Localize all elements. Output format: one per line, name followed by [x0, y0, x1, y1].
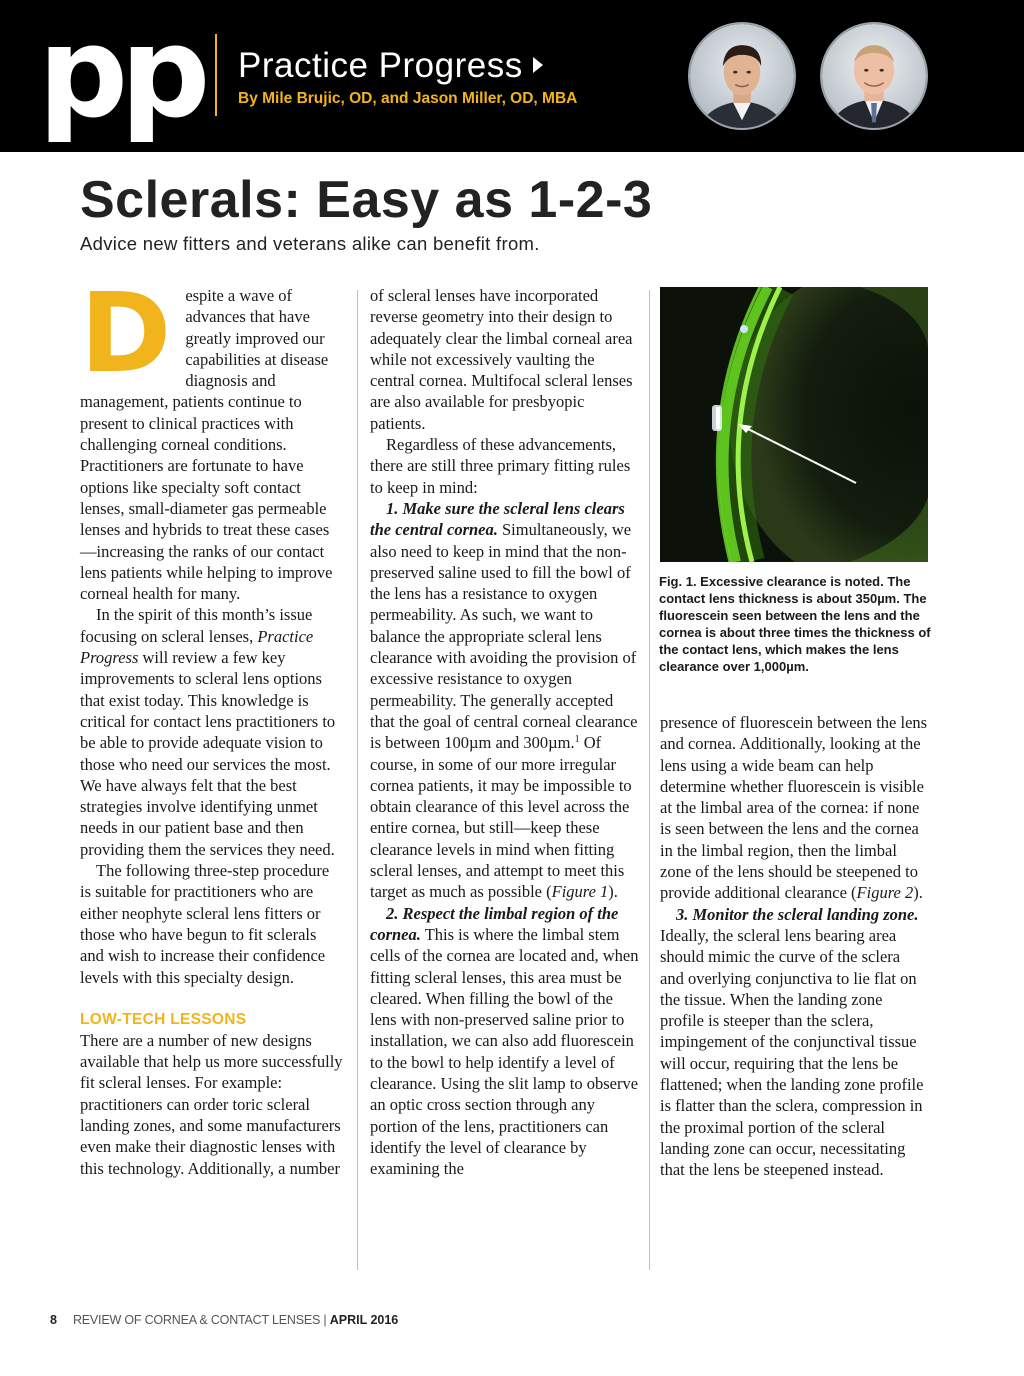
- body-paragraph: [370, 498, 640, 903]
- issue-date: APRIL 2016: [329, 1313, 399, 1327]
- paragraph-text: ).: [608, 882, 618, 902]
- page-footer: [50, 1313, 398, 1327]
- department-title-text: Practice Progress: [238, 46, 523, 85]
- article-column-2: [370, 285, 640, 1179]
- paragraph-text: espite a wave of advances that have greatly improved our capabilities at disease diagnosis and management, patients continue to present to clinical practices with challenging corneal conditions. Practitioners are fortunate to have options like specialty soft contact lenses, small-diameter gas permeable lenses and hybrids to treat these cases—increasing the ranks of our contact lens patients while helping to improve corneal health for many.: [80, 286, 333, 604]
- paragraph-text: ).: [913, 883, 923, 903]
- slit-lamp-photo: [660, 287, 928, 562]
- paragraph-text: Of course, in some of our more irregular cornea patients, it may be impossible to obtain clearance of this level across the entire cornea, but still—keep these clearance levels in mind when fitting scleral lenses, and attempt to meet this target as much as possible (: [370, 733, 632, 902]
- author-portrait-brujic: [688, 22, 796, 130]
- author-portrait-miller: [820, 22, 928, 130]
- reference-marker: 1: [574, 734, 580, 746]
- department-title: [238, 46, 543, 86]
- drop-cap: D: [80, 269, 172, 397]
- rule-heading: 1. Make sure the scleral lens clears the central cornea.: [370, 498, 625, 540]
- article-title: Sclerals: Easy as 1-2-3: [80, 171, 653, 229]
- body-paragraph: There are a number of new designs available that help us more successfully fit scleral lenses. For example: practitioners can order toric scleral landing zones, and some manufacturers even make their diagnostic lenses with this technology. Additionally, a number: [80, 1030, 343, 1178]
- publication-name: REVIEW OF CORNEA & CONTACT LENSES: [72, 1313, 321, 1327]
- body-paragraph: [80, 269, 344, 604]
- article-column-1: [80, 269, 344, 1179]
- paragraph-text: Ideally, the scleral lens bearing area should mimic the curve of the sclera and overlying conjunctiva to lie flat on the tissue. When the landing zone profile is steeper than the sclera, impingement of the conjunctival tissue will occur, requiring that the lens be flattened; when the landing zone profile is flatter than the sclera, compression in the proximal portion of the scleral landing zone can occur, necessitating that the lens be steepened instead.: [660, 925, 924, 1180]
- italic-text: Practice Progress: [80, 626, 314, 668]
- paragraph-text: In the spirit of this month’s issue focusing on scleral lenses,: [80, 605, 313, 646]
- body-paragraph: Regardless of these advancements, there are still three primary fitting rules to keep in mind:: [370, 435, 631, 497]
- arrow-right-icon: [533, 57, 543, 73]
- header-divider: [215, 34, 217, 116]
- column-divider: [357, 290, 358, 1270]
- paragraph-text: This is where the limbal stem cells of the cornea are located and, when fitting scleral lenses, this area must be cleared. When filling the bowl of the lens with non-preserved saline prior to installation, we can also add fluorescein to the bowl to help identify a level of clearance. Using the slit lamp to observe an optic cross section through any portion of the lens, practitioners can identify the level of clearance by examining the: [370, 924, 639, 1179]
- article-column-3: [660, 712, 928, 1181]
- page-number: 8: [50, 1313, 57, 1327]
- paragraph-text: Simultaneously, we also need to keep in mind that the non-preserved saline used to fill the bowl of the lens has a resistance to oxygen permeability. As such, we want to balance the appropriate scleral lens clearance with avoiding the provision of excessive resistance to oxygen permeability. The generally accepted that the goal of central corneal clearance is between 100µm and 300µm.: [370, 520, 638, 753]
- figure-reference: Figure 1: [551, 882, 609, 902]
- section-subhead: LOW-TECH LESSONS: [80, 1010, 247, 1028]
- rule-heading: 3. Monitor the scleral landing zone.: [676, 904, 919, 924]
- body-paragraph: [370, 903, 640, 1180]
- article-dek: Advice new fitters and veterans alike can benefit from.: [80, 233, 540, 254]
- figure-1-caption: Fig. 1. Excessive clearance is noted. The contact lens thickness is about 350µm. The fluorescein seen between the lens and the cornea is about three times the thickness of the contact lens, which makes the lens clearance over 1,000µm.: [659, 574, 931, 674]
- column-divider: [649, 290, 650, 1270]
- paragraph-text: presence of fluorescein between the lens and cornea. Additionally, looking at the lens using a wide beam can help determine whether fluorescein is visible at the limbal area of the cornea: if none is seen between the lens and the cornea in the limbal region, then the limbal zone of the lens should be steepened to provide additional clearance (: [660, 713, 928, 903]
- body-paragraph: [80, 604, 344, 860]
- portrait-photo: [690, 24, 794, 128]
- body-paragraph: The following three-step procedure is suitable for practitioners who are either neophyte scleral lens fitters or those who have begun to fit sclerals and wish to increase their confidence levels with this specialty design.: [80, 861, 330, 987]
- footer-separator: |: [320, 1313, 330, 1327]
- author-byline: By Mile Brujic, OD, and Jason Miller, OD, MBA: [238, 90, 578, 107]
- body-paragraph: of scleral lenses have incorporated reverse geometry into their design to adequately clear the limbal corneal area while not excessively vaulting the central cornea. Multifocal scleral lenses are also available for presbyopic patients.: [370, 286, 633, 433]
- body-paragraph: [660, 904, 928, 1181]
- department-logo: pp: [38, 0, 203, 146]
- body-paragraph: [660, 712, 928, 904]
- figure-reference: Figure 2: [856, 883, 914, 903]
- portrait-photo: [822, 24, 926, 128]
- rule-heading: 2. Respect the limbal region of the cornea.: [370, 903, 619, 944]
- department-header: [0, 0, 1024, 152]
- paragraph-text: will review a few key improvements to scleral lens options that exist today. This knowledge is critical for contact lens practitioners to be able to provide adequate vision to those who need our services the most. We have always felt that the best strategies involve identifying unmet needs in our patient base and then providing them the services they need.: [80, 648, 336, 859]
- figure-1-image: [660, 287, 928, 562]
